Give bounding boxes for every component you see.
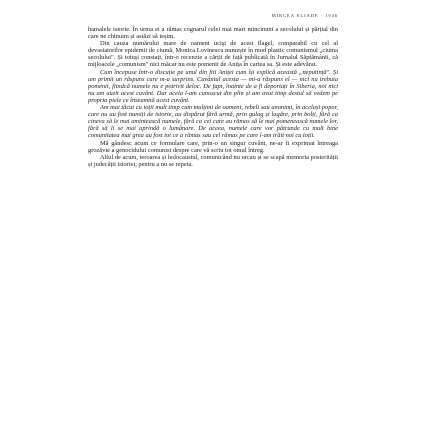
paragraph-4: Am mai tăcut cu toții mult timp cum mulțimi de oameni, rebeli sau anonimi, în același popor, care nu au fost numiți de istorie, au dispărut fără urmă, prin gulag și lagăre, prin bolți, fără ca cineva să le mai amintească numele, fără ca cei care au rămas să le mai pomenească numele lor, fără să li se mai aprindă o lumânare. De aceea, numele care vor pătrunde cu mult bine comunitatea mai grea au fost tot ce a rămas sau cel rămas pe care l-am trăit noi cu toții. bbox=[88, 104, 338, 140]
paragraph-1: hamalele istorie. În urma ei a rămas cognarul celei mai mari mincinuni a secolului și părțial din care ne chinuim și astăzi să ieșim. bbox=[88, 26, 338, 41]
paragraph-5: Mă gândesc acum ce formulare care, prin-o un singur cuvânt, ne-ar fi exprimat întreaga grozăvie a genocidului comunist despre care vă scriu tot omul întreg. bbox=[88, 139, 338, 154]
paragraph-2: Din cauza numărului mare de oameni ucişi de acest flagel, comparabil cu cel al devastatorilor epidemii de ciumă, Monica Lovinescu numește în mod plastic comunismul „ciuma secolului". Și totuși constați, într-o recenzie a cărții de față publicată în Jurnalul Săptămânii, că mijloacele „comunism" nici măcar nu este pomenit de Anița în cartea sa. Și este adevărat. bbox=[88, 40, 338, 69]
page-body bbox=[88, 26, 338, 168]
paragraph-6: Altul de acum, teroarea și holocaustul, comunicând nu urcau și se scapă memoria posterității și judecății istoriei, pentru a nu se repeta. bbox=[88, 153, 338, 168]
running-head: MIRCEA ELIADE · 1946 bbox=[271, 13, 338, 18]
paragraph-3: Cum începuse într-o discuție pe unul din fiii Aniței cum își explică această „neputință". Și am primit un răspuns care m-a surprins. Cuvântul acesta — mi-a răspuns el — nici nu trebuia pomenit, fiindcă numele nu e potrivit deloc. De fapt, înainte de a fi deportați în Siberia, noi nici nu am auzit acest cuvânt. Dar acela l-am cunoscut din plin și am avut timp destul să vedem pe propria piele ce înseamnă acest cuvânt. bbox=[88, 68, 338, 104]
book-page bbox=[88, 10, 338, 435]
